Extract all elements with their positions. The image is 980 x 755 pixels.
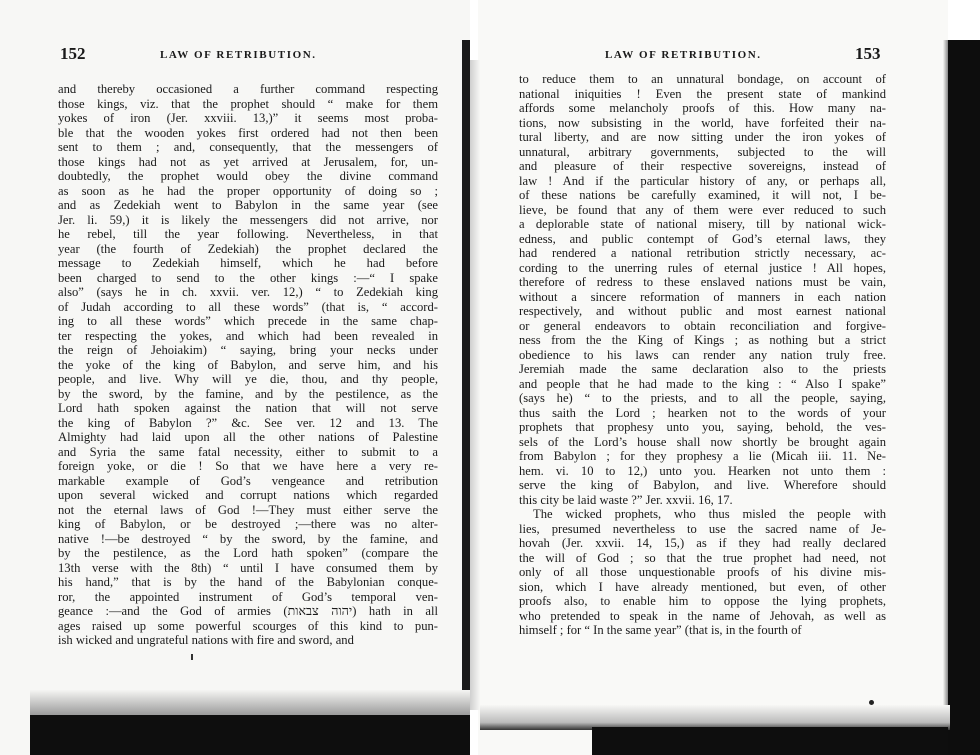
text-line: sion, which I have already mentioned, but even, of other (519, 579, 886, 594)
text-line: tions, now subsisting in the world, have forfeited their na- (519, 115, 886, 130)
text-line: serve the king of Babylon, and live. Wherefore should (519, 478, 886, 492)
book-gutter (462, 40, 470, 712)
text-line: Jeremiah made the same declaration also to the priests (519, 362, 886, 376)
text-line: and people that he had made to the king : “ Also I spake” (519, 376, 886, 391)
text-line: of these nations be carefully examined, it will not, I be- (519, 188, 886, 202)
page-number: 153 (855, 44, 881, 63)
text-line: prophets that prophesy unto you, saying, behold, the ves- (519, 420, 886, 434)
text-line: hovah (Jer. xxvii. 14, 15,) as if they had really declared (519, 536, 886, 550)
page-number: 152 (60, 44, 86, 63)
left-page (0, 0, 470, 755)
text-line: this city be laid waste ?” Jer. xxvii. 16, 17. (519, 492, 733, 507)
text-line: message to Zedekiah himself, which he had before (58, 256, 438, 270)
scan-border (592, 727, 948, 755)
text-line: ish wicked and ungrateful nations with fire and sword, and (58, 633, 354, 647)
text-line: those kings had not as yet arrived at Jerusalem, for, un- (58, 154, 438, 169)
running-head: LAW OF RETRIBUTION. (160, 49, 317, 61)
text-line: lies, presumed nevertheless to use the sacred name of Je- (519, 521, 886, 536)
text-line: national iniquities ! Even the present state of mankind (519, 86, 886, 101)
text-line: (says he) “ to the priests, and to all the people, saying, (519, 391, 886, 405)
text-line: his hand,” that is by the hand of the Babylonian conque- (58, 575, 438, 589)
text-line: lieve, be found that any of them were ever reduced to such (519, 202, 886, 217)
book-edge (948, 40, 980, 755)
text-line: tural liberty, and are now sitting under the iron yokes of (519, 130, 886, 144)
text-line: had rendered a national retribution strictly necessary, ac- (519, 246, 886, 260)
body-text (519, 72, 886, 638)
text-line: geance :—and the God of armies (יהוה צבאות) hath in all (58, 604, 438, 618)
text-line: thus saith the Lord ; hearken not to the words of your (519, 405, 886, 420)
text-line: from Babylon ; for they prophesy a lie (Micah iii. 11. Ne- (519, 449, 886, 463)
text-line: ter respecting the yokes, and which had been revealed in (58, 328, 438, 343)
text-line: the reign of Jehoiakim) “ saying, bring your necks under (58, 343, 438, 357)
text-line: ble that the wooden yokes first ordered had not then been (58, 125, 438, 140)
text-line: he rebel, till the year following. Nevertheless, in that (58, 227, 438, 241)
text-line: those kings, viz. that the prophet should “ make for them (58, 96, 438, 111)
text-line: the will of God ; so that the true prophet had need, not (519, 550, 886, 565)
text-line: Lord hath spoken against the nation that will not serve (58, 401, 438, 415)
text-line: yokes of iron (Jer. xxviii. 13,)” it seems most proba- (58, 111, 438, 125)
text-line: by the sword, by the famine, and by the pestilence, as the (58, 386, 438, 401)
gutter-shadow (470, 60, 480, 710)
text-line: only of all those unquestionable proofs of his divine mis- (519, 565, 886, 579)
text-line: to reduce them to an unnatural bondage, on account of (519, 72, 886, 86)
text-line: obedience to his laws can render any nation truly free. (519, 347, 886, 362)
text-line: doubtedly, the prophet would obey the divine command (58, 169, 438, 183)
text-line: and pleasure of their respective sovereigns, instead of (519, 159, 886, 173)
text-line: Almighty had laid upon all the other nations of Palestine (58, 430, 438, 444)
text-line: markable example of God’s vengeance and retribution (58, 473, 438, 488)
text-line: The wicked prophets, who thus misled the people with (533, 507, 886, 521)
text-line: unnatural, arbitrary governments, subjected to the will (519, 144, 886, 159)
text-line: people, and live. Why will ye die, thou, and thy people, (58, 372, 438, 386)
text-line: sels of the Lord’s house shall now shortly be brought again (519, 434, 886, 449)
text-line: been charged to send to the other kings :—“ I spake (58, 270, 438, 285)
text-line: or general endeavors to obtain reconciliation and forgive- (519, 318, 886, 333)
text-line: and thereby occasioned a further command respecting (58, 82, 438, 96)
text-line: without a sincere reformation of manners in each nation (519, 289, 886, 304)
text-line: cording to the unerring rules of eternal justice ! All hopes, (519, 260, 886, 275)
text-line: edness, and public contempt of God’s eternal laws, they (519, 231, 886, 246)
ink-mark (191, 654, 193, 660)
text-line: a deplorable state of national misery, till by national wick- (519, 217, 886, 231)
text-line: hem. vi. 10 to 12,) unto you. Hearken not unto them : (519, 463, 886, 478)
text-line: also” (says he in ch. xxvii. ver. 12,) “ to Zedekiah king (58, 285, 438, 299)
text-line: of Judah according to all these words” (that is, “ accord- (58, 299, 438, 314)
text-line: 13th verse with the 8th) “ until I have consumed them by (58, 560, 438, 575)
text-line: ness from the the King of Kings ; as nothing but a strict (519, 333, 886, 347)
text-line: Jer. li. 59,) it is likely the messengers did not arrive, nor (58, 212, 438, 227)
text-line: and as Zedekiah went to Babylon in the same year (see (58, 198, 438, 212)
text-line: the king of Babylon ?” &c. See ver. 12 and 13. The (58, 415, 438, 430)
text-line: himself ; for “ In the same year” (that is, in the fourth of (519, 623, 802, 637)
text-line: who pretended to speak in the name of Jehovah, as well as (519, 608, 886, 623)
text-line: the yoke of the king of Babylon, and serve him, and his (58, 357, 438, 372)
body-text (58, 82, 438, 648)
scan-border (30, 715, 470, 755)
text-line: law ! And if the particular history of any, or perhaps all, (519, 173, 886, 188)
text-line: king of Babylon, or be destroyed ;—there was no alter- (58, 517, 438, 531)
text-line: sent to them ; and, consequently, that the messengers of (58, 140, 438, 154)
text-line: therefore of redress to these enslaved nations must be vain, (519, 275, 886, 289)
text-line: respectively, and without public and most earnest national (519, 304, 886, 318)
text-line: not the eternal laws of God !—They must either serve the (58, 502, 438, 517)
text-line: ing to all these words” which precede in the same chap- (58, 314, 438, 328)
text-line: affords some melancholy proofs of this. How many na- (519, 101, 886, 115)
text-line: year (the fourth of Zedekiah) the prophet declared the (58, 241, 438, 256)
text-line: by the pestilence, as the Lord hath spoken” (compare the (58, 546, 438, 560)
text-line: proofs also, to enable him to oppose the lying prophets, (519, 594, 886, 608)
running-head: LAW OF RETRIBUTION. (605, 49, 762, 61)
text-line: native !—be destroyed “ by the sword, by the famine, and (58, 531, 438, 546)
text-line: ages raised up some powerful scourges of this kind to pun- (58, 618, 438, 633)
text-line: ror, the appointed instrument of God’s temporal ven- (58, 589, 438, 604)
text-line: as soon as he had the proper opportunity of doing so ; (58, 183, 438, 198)
text-line: upon several wicked and corrupt nations which regarded (58, 488, 438, 502)
text-line: and Syria the same fatal necessity, either to submit to a (58, 444, 438, 459)
text-line: foreign yoke, or die ! So that we have here a very re- (58, 459, 438, 473)
